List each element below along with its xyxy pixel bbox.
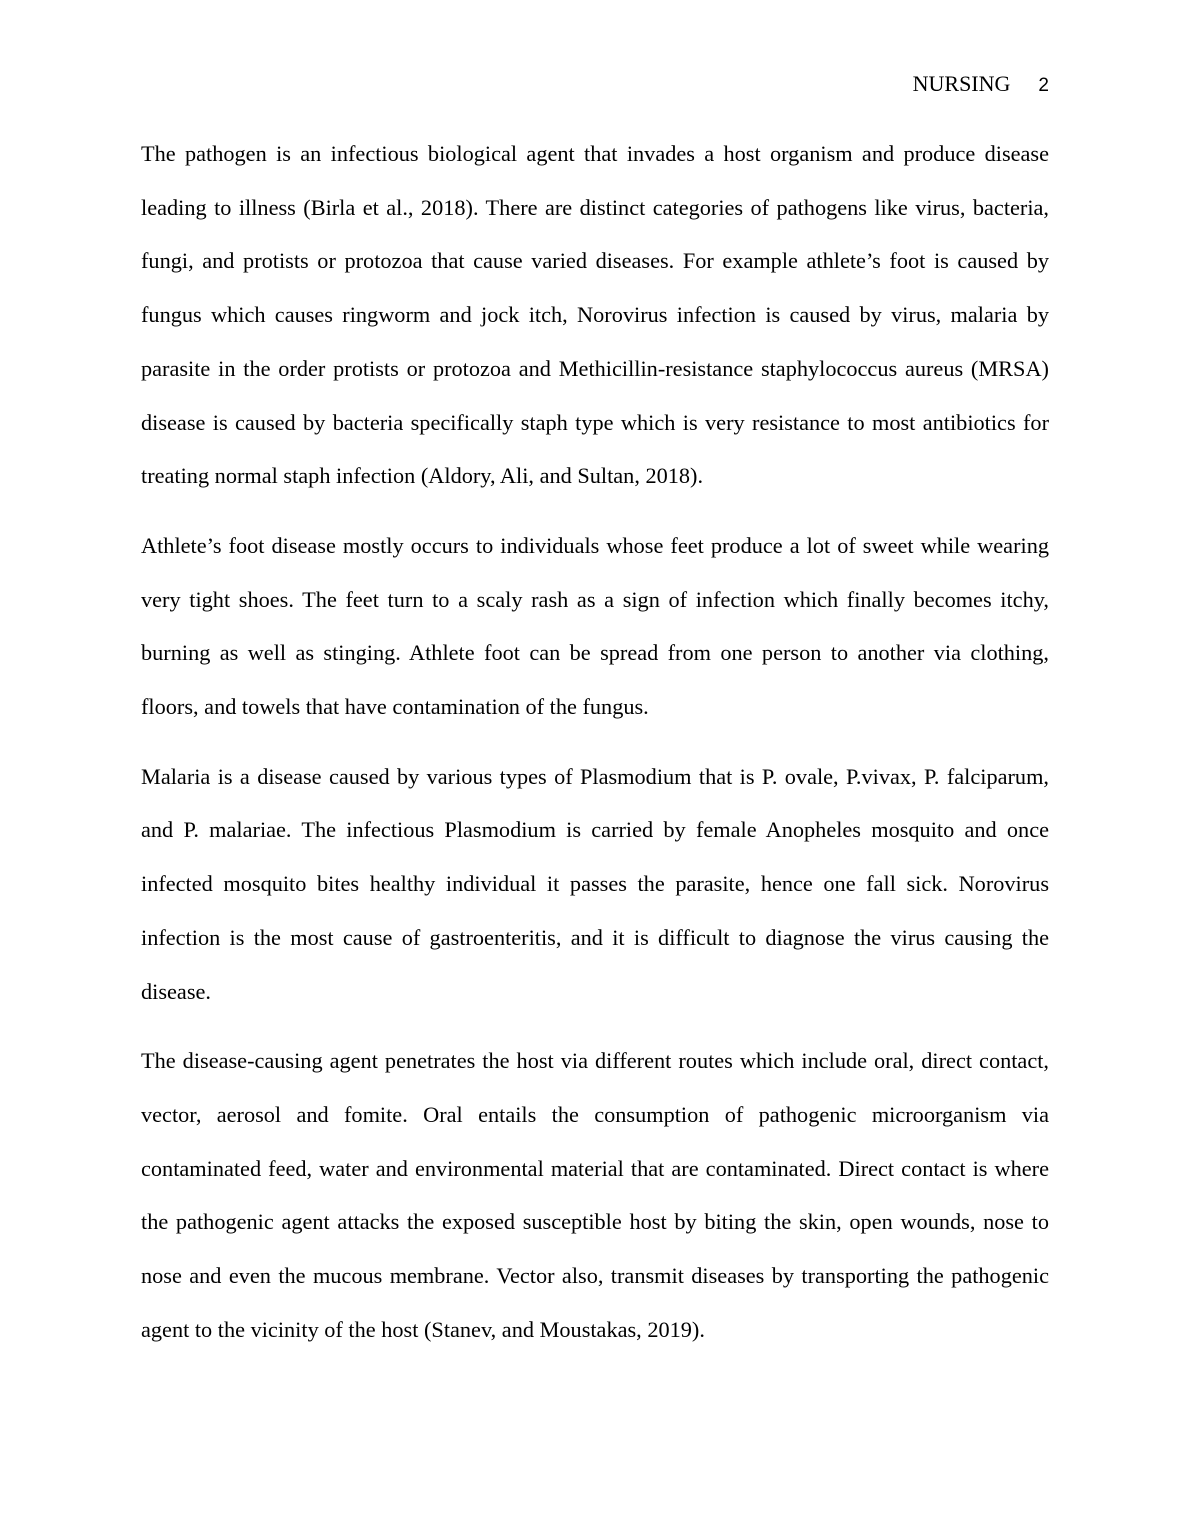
paragraph-transmission-routes: The disease-causing agent penetrates the host via different routes which include oral, direct contact, vector, aerosol and fomite. Oral entails the consumption of pathogenic microorganism via contaminated feed, water and environmental material that are contaminated. Direct contact is where the pathogenic agent attacks the exposed susceptible host by biting the skin, open wounds, nose to nose and even the mucous membrane. Vector also, transmit diseases by transporting the pathogenic agent to the vicinity of the host (Stanev, and Moustakas, 2019).: [141, 1048, 1049, 1342]
document-body: [141, 127, 1049, 1372]
page-number: 2: [1038, 75, 1049, 96]
running-head: NURSING: [912, 71, 1011, 96]
paragraph-pathogen-overview: The pathogen is an infectious biological agent that invades a host organism and produce disease leading to illness (Birla et al., 2018). There are distinct categories of pathogens like virus, bacteria, fungi, and protists or protozoa that cause varied diseases. For example athlete’s foot is caused by fungus which causes ringworm and jock itch, Norovirus infection is caused by virus, malaria by parasite in the order protists or protozoa and Methicillin-resistance staphylococcus aureus (MRSA) disease is caused by bacteria specifically staph type which is very resistance to most antibiotics for treating normal staph infection (Aldory, Ali, and Sultan, 2018).: [141, 141, 1049, 489]
paragraph-athletes-foot: Athlete’s foot disease mostly occurs to individuals whose feet produce a lot of sweet while wearing very tight shoes. The feet turn to a scaly rash as a sign of infection which finally becomes itchy, burning as well as stinging. Athlete foot can be spread from one person to another via clothing, floors, and towels that have contamination of the fungus.: [141, 532, 1049, 720]
paragraph-malaria: Malaria is a disease caused by various types of Plasmodium that is P. ovale, P.vivax, P. falciparum, and P. malariae. The infectious Plasmodium is carried by female Anopheles mosquito and once infected mosquito bites healthy individual it passes the parasite, hence one fall sick. Norovirus infection is the most cause of gastroenteritis, and it is difficult to diagnose the virus causing the disease.: [141, 763, 1049, 1004]
page-header: [913, 70, 1049, 100]
